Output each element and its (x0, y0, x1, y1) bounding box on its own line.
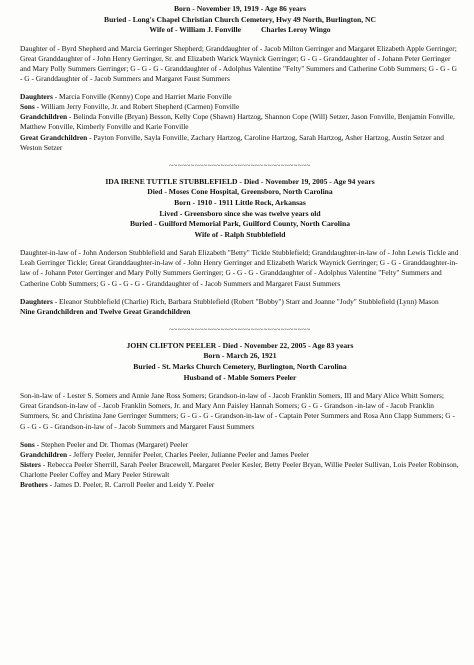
entry2-header-title: IDA IRENE TUTTLE STUBBLEFIELD - Died - November 19, 2005 - Age 94 years (105, 176, 375, 186)
grandchildren-label: Grandchildren (20, 112, 68, 122)
entry2-grand-line: Nine Grandchildren and Twelve Great Grandchildren (20, 306, 191, 316)
entry-peeler (20, 341, 460, 490)
entry2-daughters (20, 297, 460, 307)
sons-list: - William Jerry Fonville, Jr. and Robert Shepherd (Carmen) Fonville (36, 102, 240, 112)
grandchildren-list: - Belinda Fonville (Bryan) Besson, Kelly Cope (Shawn) Hartzog, Shannon Cope (Will) Setzer, Jason Fonville, Benjamin Fonville, Matthew Fonville, Kimberly Fonville and Karie Fonville (20, 112, 455, 132)
grandchildren-list: - Jeffery Peeler, Jennifer Peeler, Charles Peeler, Julianne Peeler and James Peeler (68, 449, 309, 459)
entry3-header-buried: Buried - St. Marks Church Cemetery, Burlington, North Carolina (133, 362, 347, 372)
grandchildren-label: Grandchildren (20, 449, 68, 459)
daughters-label: Daughters (20, 296, 53, 306)
entry2-lineage: Daughter-in-law of - John Anderson Stubblefield and Sarah Elizabeth "Betty" Tickle Stubblefield; Granddaughter-in-law of - John Lewis Tickle and Leah Gerringer Tickle; Great Granddaughter-in-law of - John Henry Gerringer and Elizabeth Warick Waynick Gerringer; G - G - Granddaughter-in-law of - Johann Peter Gerringer and Mary Polly Summers Gerringer; G - G - G - Granddaughter of - Adolphus Valentine "Felty" Summers and Catherine Cobb Summers; G - G - G - G - Granddaughter of - Jacob Summers and Margaret Faust Summers (20, 248, 459, 288)
sons-label: Sons (20, 102, 35, 112)
entry3-sons (20, 440, 460, 450)
daughters-label: Daughters (20, 92, 53, 102)
entry3-lineage: Son-in-law of - Lester S. Somers and Annie Jane Ross Somers; Grandson-in-law of - Jacob Franklin Somers, III and Mary Alice Whitt Somers; Great Grandson-in-law of - Jacob Franklin Somers, Jr. and Mary Ann Paisley Hannah Somers; G - G - Grandson -in-law of - Jacob Franklin Summers, Sr. and Christina Jane Gerringer Summers; G - G - G - Grandson-in-law of - Captain Peter Summers and Rosa Ann Clapp Summers; G - G - G - G - Grandson-in-law of - Jacob Summers and Margaret Faust Summers (20, 391, 455, 431)
entry2-header-lived: Lived - Greensboro since she was twelve years old (159, 208, 321, 218)
sons-list: - Stephen Peeler and Dr. Thomas (Margaret) Peeler (36, 439, 189, 449)
entry1-header-wife (20, 25, 460, 36)
entry1-wife-of: Wife of - William J. Fonville (149, 25, 241, 35)
brothers-label: Brothers (20, 479, 48, 489)
entry2-header-born: Born - 1910 - 1911 Little Rock, Arkansas (174, 197, 306, 207)
entry-fonville (20, 4, 460, 153)
sisters-label: Sisters (20, 459, 41, 469)
entry1-header-buried: Buried - Long's Chapel Christian Church Cemetery, Hwy 49 North, Burlington, NC (104, 14, 376, 24)
entry1-wife-second: Charles Leroy Wingo (260, 25, 331, 35)
great-grandchildren-list: - Payton Fonville, Sayla Fonville, Zachary Hartzog, Caroline Hartzog, Sarah Hartzog, Asher Hartzog, Austin Setzer and Weston Setzer (20, 132, 445, 152)
entry3-header-husband: Husband of - Mable Somers Peeler (183, 372, 297, 382)
sons-label: Sons (20, 439, 35, 449)
entry-stubblefield (20, 177, 460, 317)
entry1-great-grandchildren (20, 133, 460, 153)
brothers-list: - James D. Peeler, R. Carroll Peeler and Leidy Y. Peeler (49, 479, 215, 489)
entry3-header-born: Born - March 26, 1921 (203, 351, 277, 361)
entry3-brothers (20, 480, 460, 490)
entry3-sisters (20, 460, 460, 480)
entry3-grandchildren (20, 450, 460, 460)
entry2-header-buried: Buried - Guilford Memorial Park, Guilford County, North Carolina (129, 219, 351, 229)
section-divider: ~~~~~~~~~~~~~~~~~~~~~~~~~~~~~~~~~ (169, 325, 311, 334)
great-grandchildren-label: Great Grandchildren (20, 132, 88, 142)
entry1-sons (20, 102, 460, 112)
entry3-header-title: JOHN CLIFTON PEELER - Died - November 22, 2005 - Age 83 years (126, 340, 354, 350)
entry1-daughters (20, 92, 460, 102)
section-divider: ~~~~~~~~~~~~~~~~~~~~~~~~~~~~~~~~~ (169, 161, 311, 170)
entry1-header-born: Born - November 19, 1919 - Age 86 years (173, 4, 307, 13)
entry1-grandchildren (20, 112, 460, 132)
entry1-lineage: Daughter of - Byrd Shepherd and Marcia Gerringer Shepherd; Granddaughter of - Jacob Milton Gerringer and Margaret Elizabeth Apple Gerringer; Great Granddaughter of - John Henry Gerringer, Sr. and Elizabeth Warick Waynick Gerringer; G - G - Granddaughter of - Johann Peter Gerringer and Mary Polly Summers Gerringer; G - G - G - Granddaughter of - Adolphus Valentine "Felty" Summers and Catherine Cobb Summers; G - G - G - G - Granddaughter of - Jacob Summers and Margaret Faust Summers (20, 43, 457, 84)
sisters-list: - Rebecca Peeler Sherrill, Sarah Peeler Bracewell, Margaret Peeler Kesler, Betty Peeler Bryan, Willie Peeler Sullivan, Lois Peeler Robinson, Charlotte Peeler Coffey and Mary Peeler Stirewalt (20, 459, 459, 479)
daughters-list: - Marcia Fonville (Kenny) Cope and Harriet Marie Fonville (54, 92, 232, 102)
entry2-header-wife: Wife of - Ralph Stubblefield (194, 229, 286, 239)
daughters-list: - Eleanor Stubblefield (Charlie) Rich, Barbara Stubblefield (Robert "Bobby") Starr and Joanne "Jody" Stubblefield (Lynn) Mason (54, 296, 439, 306)
entry2-header-died: Died - Moses Cone Hospital, Greensboro, North Carolina (147, 187, 333, 197)
